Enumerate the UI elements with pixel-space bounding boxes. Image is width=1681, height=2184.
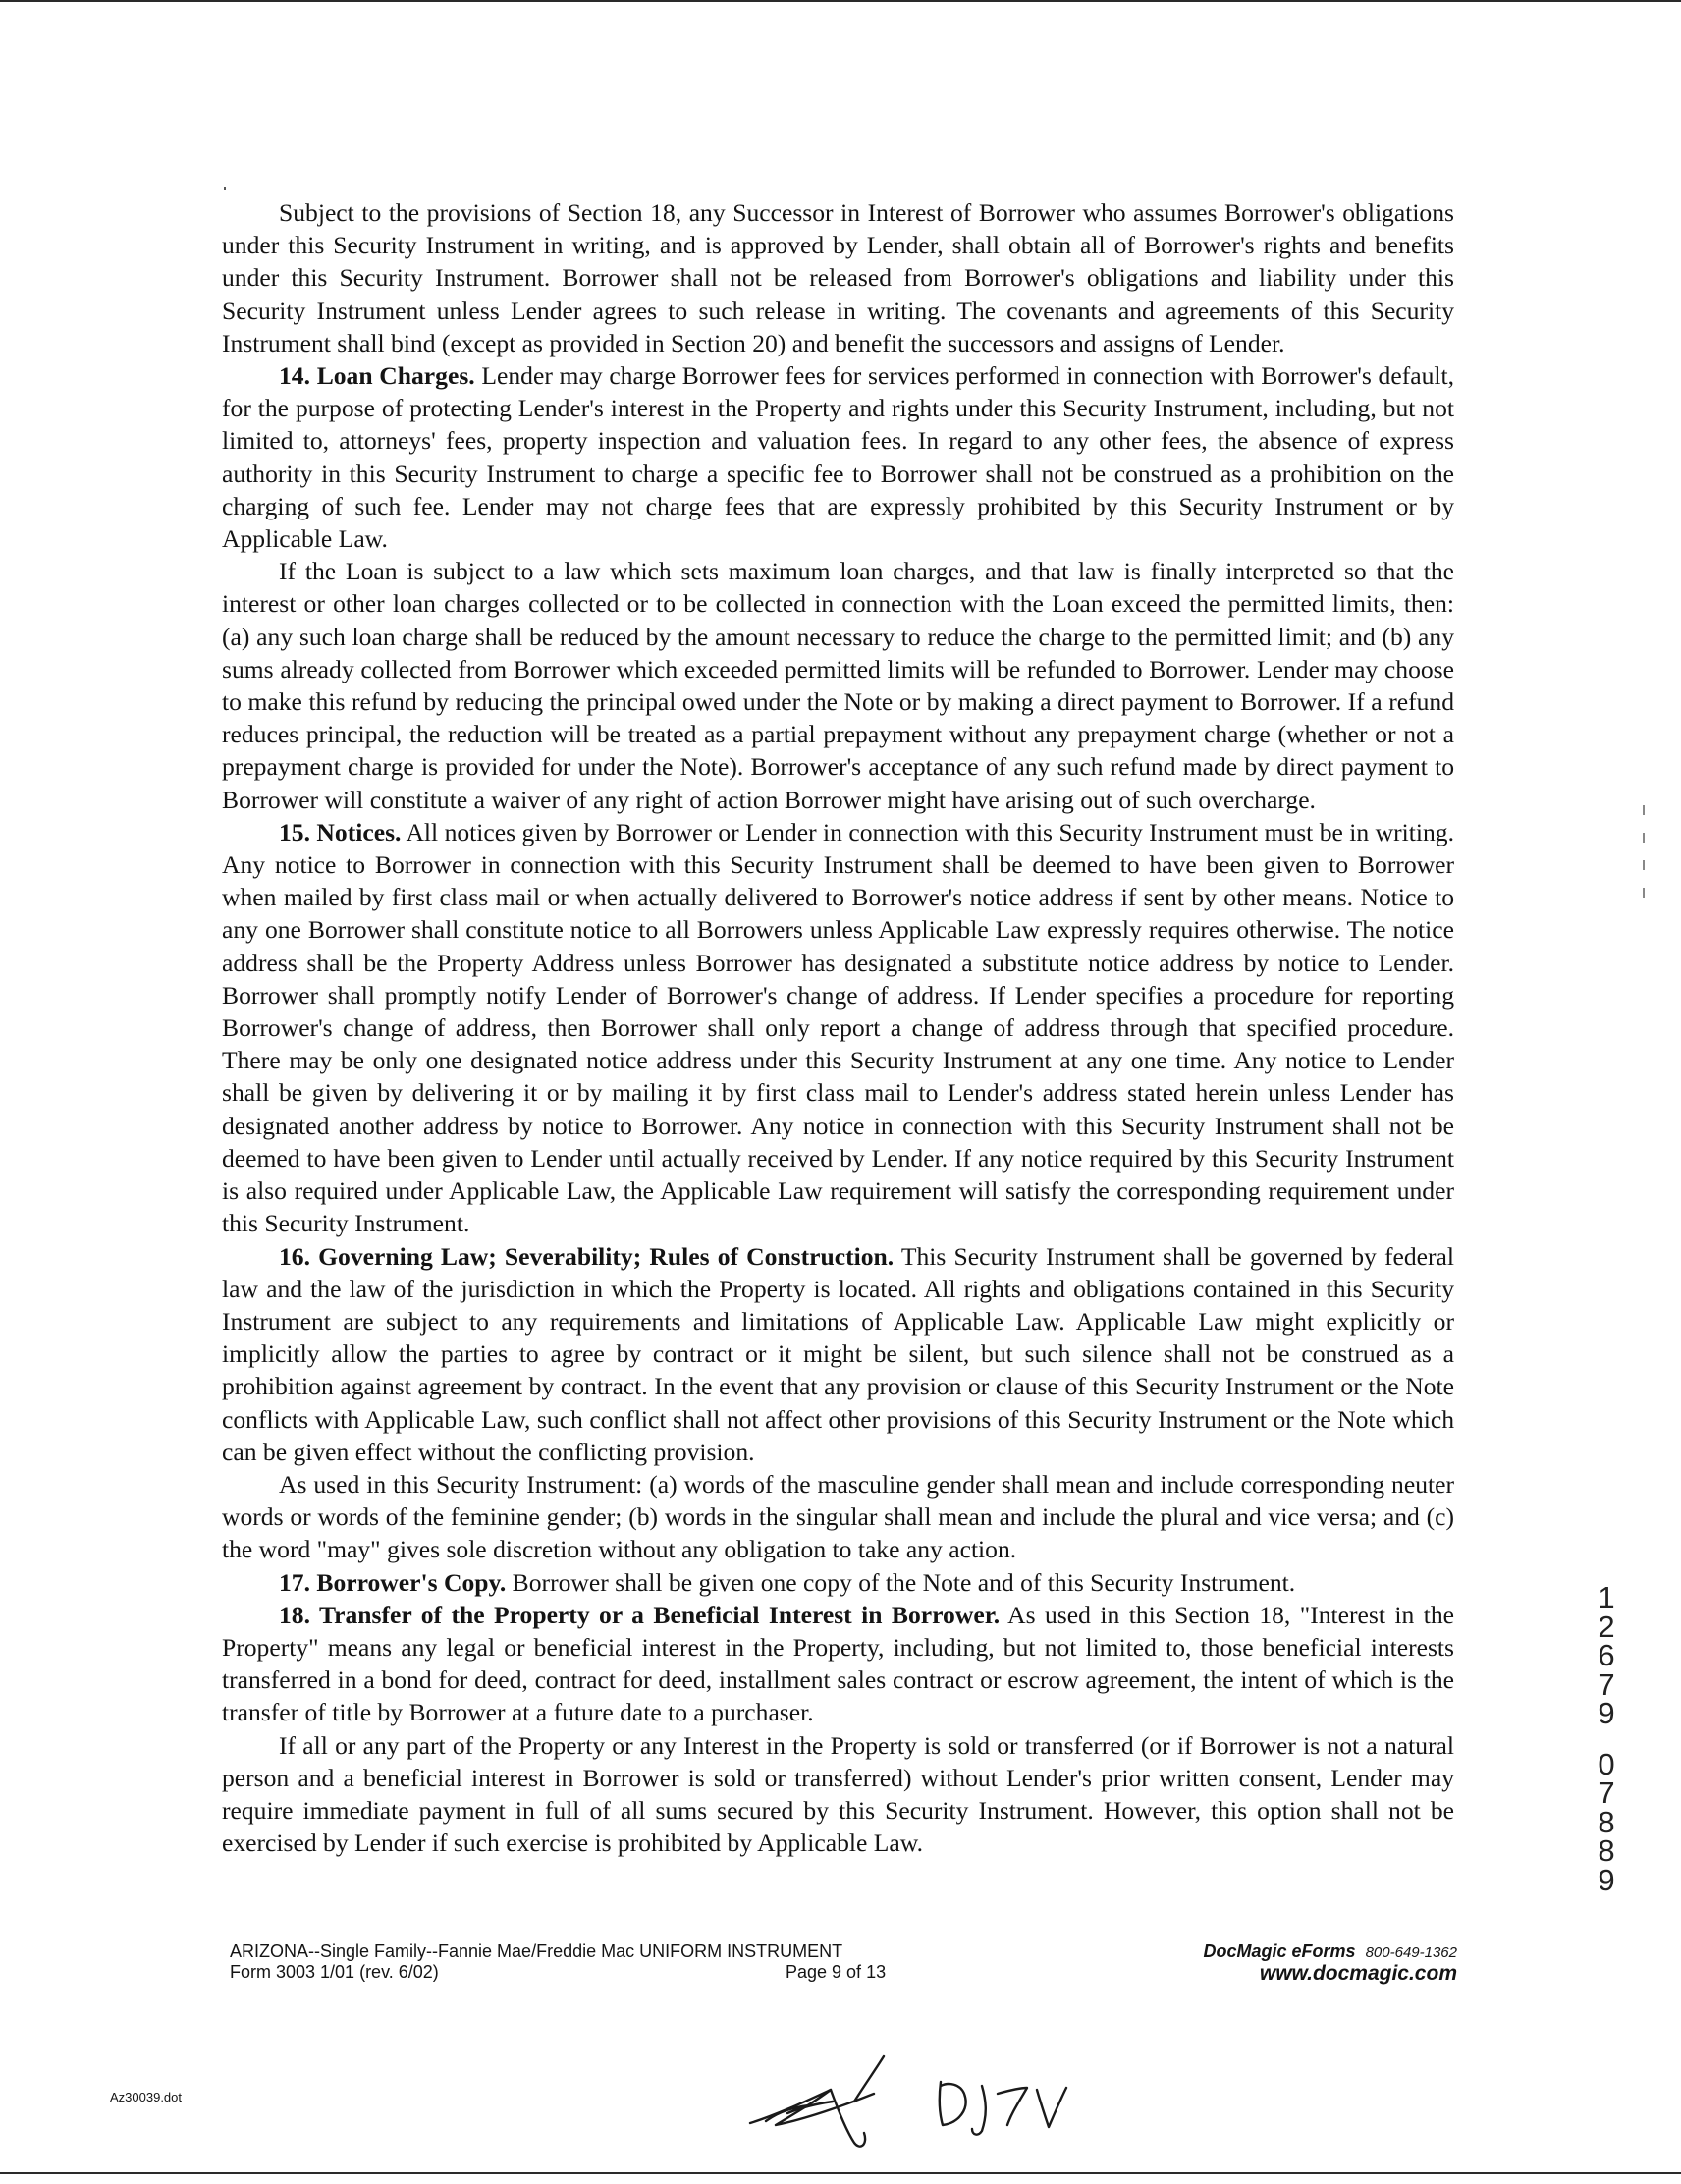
paragraph-text: This Security Instrument shall be governed by federal law and the law of the jurisdiction in which the Property is located. All rights and obligations contained in this Security Instrument are subject to any requirements and limitations of Applicable Law. Applicable Law might explicitly or implicitly allow the parties to agree by contract or it might be silent, but such silence shall not be construed as a prohibition against agreement by contract. In the event that any provision or clause of this Security Instrument or the Note conflicts with Applicable Law, such conflict shall not affect other provisions of this Security Instrument or the Note which can be given effect without the conflicting provision. [222,1241,1454,1466]
section-heading: 18. Transfer of the Property or a Beneficial Interest in Borrower. [279,1600,1001,1629]
recording-digit: 9 [1598,1696,1615,1730]
paragraph [222,196,1454,359]
paragraph [222,359,1454,555]
recording-digit: 9 [1598,1862,1615,1897]
paragraph [222,555,1454,816]
paragraph-text: Subject to the provisions of Section 18, any Successor in Interest of Borrower who assumes Borrower's obligations under this Security Instrument in writing, and is approved by Lender, shall obtain all of Borrower's rights and benefits under this Security Instrument. Borrower shall not be released from Borrower's obligations and liability under this Security Instrument unless Lender agrees to such release in writing. The covenants and agreements of this Security Instrument shall bind (except as provided in Section 20) and benefit the successors and assigns of Lender. [222,198,1454,357]
recording-digit: 6 [1598,1638,1615,1672]
section-heading: 16. Governing Law; Severability; Rules of Construction. [279,1241,895,1271]
initials-stroke [998,2088,1027,2125]
paragraph-text: If all or any part of the Property or any Interest in the Property is sold or transferred (or if Borrower is not a natural person and a beneficial interest in Borrower is sold or transferred) without Lender's prior written consent, Lender may require immediate payment in full of all sums secured by this Security Instrument. However, this option shall not be exercised by Lender if such exercise is prohibited by Applicable Law. [222,1730,1454,1858]
top-scan-edge [0,0,1681,2]
paragraph [222,1729,1454,1860]
recording-digit: 8 [1598,1804,1615,1839]
form-title: ARIZONA--Single Family--Fannie Mae/Freddie Mac UNIFORM INSTRUMENT [230,1941,843,1961]
brand-name: DocMagic eForms [1203,1941,1356,1961]
paragraph [222,1599,1454,1729]
initials-stroke [940,2082,966,2125]
paragraph [222,1240,1454,1468]
section-heading: 14. Loan Charges. [279,361,475,391]
recording-number [1589,1580,1624,1897]
paragraph-text: Lender may charge Borrower fees for services performed in connection with Borrower's default, for the purpose of protecting Lender's interest in the Property and rights under this Security Instrument, including, but not limited to, attorneys' fees, property inspection and valuation fees. In regard to any other fees, the absence of express authority in this Security Instrument to charge a specific fee to Borrower shall not be construed as a prohibition on the charging of such fee. Lender may not charge fees that are expressly prohibited by this Security Instrument or by Applicable Law. [222,361,1454,554]
document-body [222,196,1454,1859]
footer-right [1204,1941,1457,1984]
paragraph-text: As used in this Section 18, "Interest in the Property" means any legal or beneficial interest in the Property, including, but not limited to, those beneficial interests transferred in a bond for deed, contract for deed, installment sales contract or escrow agreement, the intent of which is the transfer of title by Borrower at a future date to a purchaser. [222,1600,1455,1727]
recording-digit: 0 [1598,1746,1615,1781]
initials-stroke [1037,2088,1066,2127]
section-heading: 15. Notices. [279,817,402,846]
form-number: Form 3003 1/01 (rev. 6/02) [230,1962,439,1982]
page-number: Page 9 of 13 [786,1962,887,1982]
edge-mark [1643,860,1645,870]
edge-mark [1643,888,1645,898]
bottom-scan-edge [0,2172,1681,2174]
file-name: Az30039.dot [110,2090,183,2104]
paragraph-text: If the Loan is subject to a law which sets maximum loan charges, and that law is finally interpreted so that the interest or other loan charges collected or to be collected in connection with the Loan exceed the permitted limits, then: (a) any such loan charge shall be reduced by the amount necessary to reduce the charge to the permitted limit; and (b) any sums already collected from Borrower which exceeded permitted limits will be refunded to Borrower. Lender may choose to make this refund by reducing the principal owed under the Note or by making a direct payment to Borrower. If a refund reduces principal, the reduction will be treated as a partial prepayment without any prepayment charge (whether or not a prepayment charge is provided for under the Note). Borrower's acceptance of any such refund made by direct payment to Borrower will constitute a waiver of any right of action Borrower might have arising out of such overcharge. [222,557,1454,814]
edge-mark [1643,833,1645,843]
initials-stroke [972,2086,986,2135]
brand-phone: 800-649-1362 [1365,1944,1457,1961]
paragraph-text: As used in this Security Instrument: (a) words of the masculine gender shall mean and include corresponding neuter words or words of the feminine gender; (b) words in the singular shall mean and include the plural and vice versa; and (c) the word "may" gives sole discretion without any obligation to take any action. [222,1469,1454,1564]
paragraph [222,1566,1454,1599]
recording-digit: 7 [1598,1775,1615,1810]
brand-url: www.docmagic.com [1259,1962,1457,1985]
recording-digit: 1 [1598,1580,1615,1614]
paragraph-text: All notices given by Borrower or Lender in connection with this Security Instrument must be in writing. Any notice to Borrower in connection with this Security Instrument shall be deemed to have been given to Borrower when mailed by first class mail or when actually delivered to Borrower's notice address if sent by other means. Notice to any one Borrower shall constitute notice to all Borrowers unless Applicable Law expressly requires otherwise. The notice address shall be the Property Address unless Borrower has designated a substitute notice address by notice to Lender. Borrower shall promptly notify Lender of Borrower's change of address. If Lender specifies a procedure for reporting Borrower's change of address, then Borrower shall only report a change of address through that specified procedure. There may be only one designated notice address under this Security Instrument at any one time. Any notice to Lender shall be given by delivering it or by mailing it by first class mail to Lender's address stated herein unless Lender has designated another address by notice to Borrower. Any notice in connection with this Security Instrument shall not be deemed to have been given to Lender until actually received by Lender. If any notice required by this Security Instrument is also required under Applicable Law, the Applicable Law requirement will satisfy the corresponding requirement under this Security Instrument. [222,817,1454,1238]
handwritten-initials [736,2043,1090,2151]
recording-digit: 8 [1598,1833,1615,1868]
paragraph-text: Borrower shall be given one copy of the Note and of this Security Instrument. [506,1567,1296,1597]
edge-mark [1643,805,1645,815]
paragraph [222,816,1454,1240]
paragraph [222,1468,1454,1566]
section-heading: 17. Borrower's Copy. [279,1567,507,1597]
scan-speck [224,187,226,190]
recording-digit: 2 [1598,1609,1615,1644]
recording-digit: 7 [1598,1666,1615,1702]
